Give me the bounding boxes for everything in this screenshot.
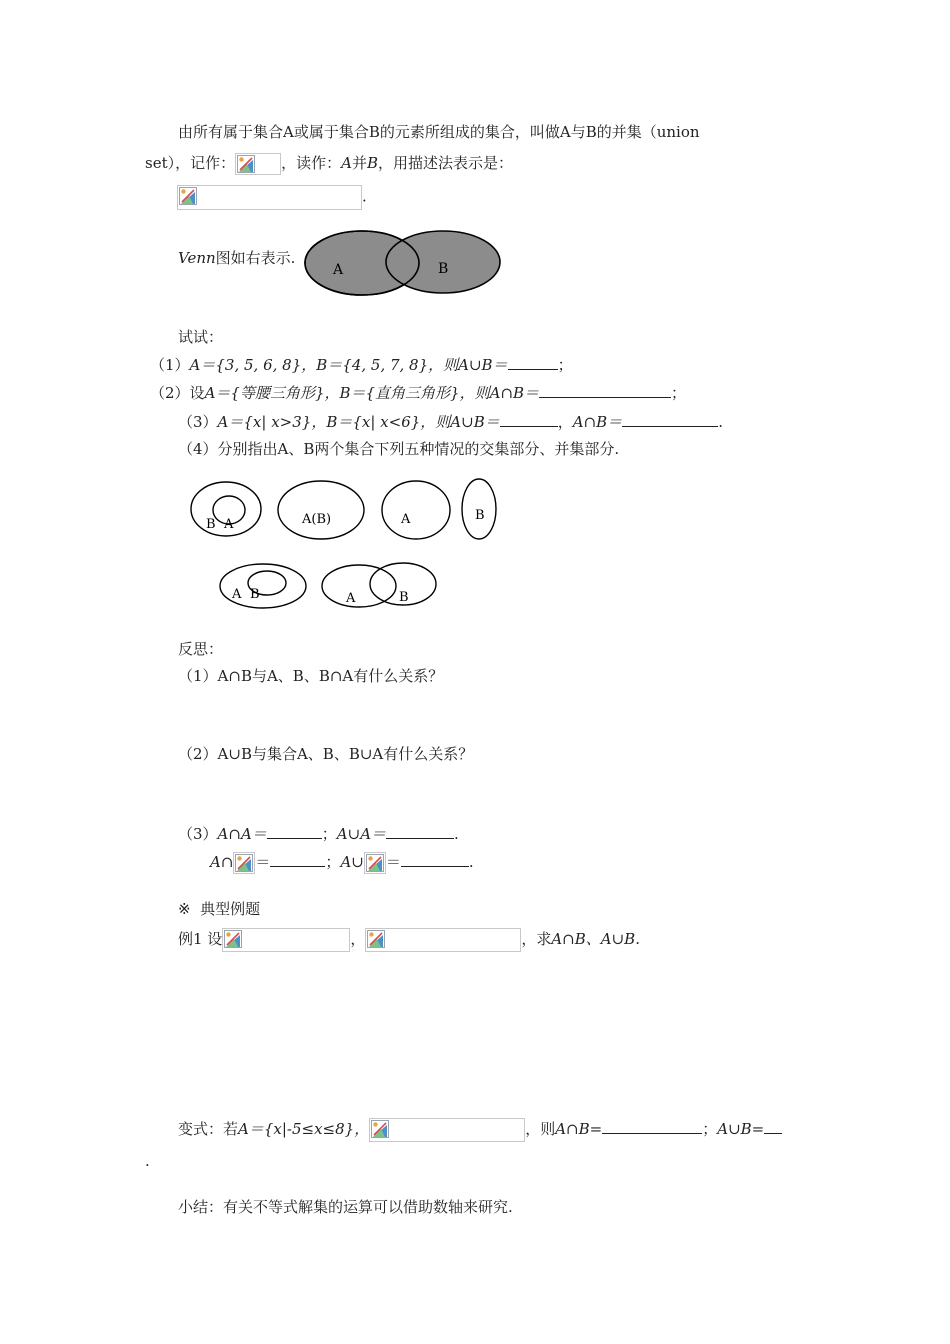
answer-blank[interactable] — [270, 850, 325, 867]
broken-image-icon — [371, 1120, 389, 1138]
reflect-question-1: （1）A∩B与A、B、B∩A有什么关系？ — [178, 667, 444, 685]
union-definition-line1: 由所有属于集合A或属于集合B的元素所组成的集合，叫做A与B的并集（union — [178, 123, 700, 141]
answer-blank[interactable] — [386, 822, 454, 839]
union-notation-image — [235, 153, 281, 175]
broken-image-icon — [237, 155, 255, 173]
answer-blank[interactable] — [622, 410, 718, 427]
answer-blank[interactable] — [539, 381, 671, 398]
union-definition-line2: set），记作： ，读作：A并B，用描述法表示是： — [145, 152, 513, 175]
summary-text: 小结：有关不等式解集的运算可以借助数轴来研究. — [178, 1198, 513, 1216]
diagram1-label-a: A — [224, 517, 234, 532]
variant-question: 变式：若A＝{x|-5≤x≤8}， ，则A∩B= ；A∪B= — [178, 1117, 782, 1142]
diagram3-label-a: A — [401, 512, 411, 527]
example1-set-b-image — [365, 928, 521, 952]
diagram1-label-b: B — [206, 517, 216, 532]
answer-blank[interactable] — [602, 1117, 702, 1134]
try-question-2: （2）设A＝{等腰三角形}，B＝{直角三角形}，则A∩B＝ ； — [150, 381, 686, 404]
set-diagrams-row2 — [215, 560, 445, 614]
set-diagrams-row1 — [185, 476, 505, 546]
broken-image-icon — [235, 854, 253, 872]
reflect-heading: 反思： — [178, 640, 224, 658]
reflect-question-3: （3）A∩A＝ ；A∪A＝ . — [178, 822, 459, 845]
diagram2-ellipse — [278, 481, 364, 539]
diagram5-label-b: B — [399, 590, 409, 605]
empty-set-image — [364, 852, 386, 874]
try-heading: 试试： — [178, 328, 224, 346]
venn-label-b: B — [438, 261, 449, 277]
venn-intro-text: Venn图如右表示. — [178, 249, 296, 267]
try-question-1: （1）A＝{3, 5, 6, 8}，B＝{4, 5, 7, 8}，则A∪B＝ ； — [150, 353, 573, 376]
broken-image-icon — [179, 187, 197, 205]
diagram2-label: A(B) — [302, 512, 332, 527]
diagram4-label-b: B — [250, 587, 260, 602]
diagram3-ellipse-a — [382, 481, 450, 539]
variant-line-end: . — [145, 1152, 150, 1170]
broken-image-icon — [366, 854, 384, 872]
example-1: 例1 设 ， ，求A∩B、A∪B. — [178, 928, 640, 952]
reflect-question-2: （2）A∪B与集合A、B、B∪A有什么关系？ — [178, 745, 474, 763]
diagram4-label-a: A — [232, 587, 242, 602]
try-question-4: （4）分别指出A、B两个集合下列五种情况的交集部分、并集部分. — [178, 440, 620, 458]
venn-label-a: A — [333, 262, 344, 278]
examples-heading: ※ 典型例题 — [178, 900, 261, 918]
answer-blank[interactable] — [401, 850, 469, 867]
union-description-image — [177, 185, 362, 210]
diagram5-ellipse-a — [322, 565, 396, 607]
diagram3-label-b: B — [475, 508, 485, 523]
answer-blank[interactable] — [267, 822, 322, 839]
broken-image-icon — [224, 930, 242, 948]
empty-set-image — [233, 852, 255, 874]
answer-blank[interactable] — [764, 1117, 782, 1134]
venn-union-diagram — [300, 228, 505, 300]
try-question-3: （3）A＝{x| x>3}，B＝{x| x<6}，则A∪B＝ ，A∩B＝ . — [178, 410, 723, 433]
union-description-line: . — [177, 185, 367, 210]
example1-set-a-image — [222, 928, 350, 952]
reflect-question-3b: A∩ ＝ ；A∪ ＝ . — [210, 850, 474, 874]
reference-mark-icon: ※ — [178, 900, 191, 918]
broken-image-icon — [367, 930, 385, 948]
answer-blank[interactable] — [500, 410, 558, 427]
answer-blank[interactable] — [508, 353, 558, 370]
diagram5-label-a: A — [346, 591, 356, 606]
variant-set-b-image — [369, 1118, 525, 1142]
